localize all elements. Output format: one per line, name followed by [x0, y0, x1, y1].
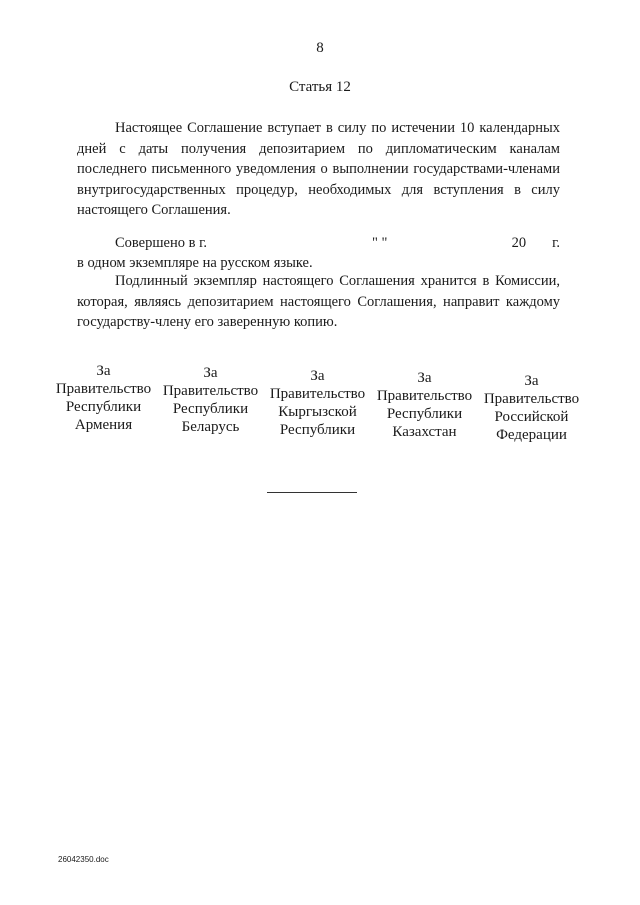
signature-for: За — [417, 370, 432, 386]
signature-block — [50, 362, 585, 462]
footer-file-name: 26042350.doc — [58, 855, 109, 864]
signature-government: Правительство — [269, 386, 366, 402]
signature-for: За — [96, 363, 111, 379]
end-divider — [267, 492, 357, 493]
signature-country-line: Кыргызской — [278, 404, 357, 420]
signature-for: За — [524, 373, 539, 389]
signature-country-line: Российской — [494, 409, 569, 425]
signature-kazakhstan — [371, 369, 478, 441]
signature-russia — [478, 372, 585, 444]
signature-kyrgyzstan — [264, 367, 371, 439]
signature-government: Правительство — [483, 391, 580, 407]
signature-government: Правительство — [55, 381, 152, 397]
year-prefix: 20 — [511, 235, 527, 251]
signature-belarus — [157, 364, 264, 436]
article-title: Статья 12 — [289, 79, 351, 95]
signature-country-line: Казахстан — [392, 424, 457, 440]
signature-country-line: Армения — [74, 417, 133, 433]
date-quotes: " " — [372, 235, 388, 251]
year-field — [512, 233, 560, 254]
signature-for: За — [203, 365, 218, 381]
signature-country-line: Республики — [172, 401, 249, 417]
year-suffix: г. — [552, 235, 560, 251]
paragraph-original-copy: Подлинный экземпляр настоящего Соглашения хранится в Комиссии, которая, являясь депозитарием настоящего Соглашения, направит каждому государству-члену его заверенную копию. — [77, 273, 560, 330]
page-number: 8 — [316, 40, 324, 56]
signature-government: Правительство — [162, 383, 259, 399]
signature-country-line: Республики — [65, 399, 142, 415]
signature-country-line: Федерации — [496, 427, 567, 443]
signature-government: Правительство — [376, 388, 473, 404]
signature-armenia — [50, 362, 157, 434]
signature-country-line: Беларусь — [181, 419, 240, 435]
signature-country-line: Республики — [279, 422, 356, 438]
signature-for: За — [310, 368, 325, 384]
language-line: в одном экземпляре на русском языке. — [77, 255, 313, 271]
done-at-text: Совершено в г. — [115, 235, 208, 251]
signature-country-line: Республики — [386, 406, 463, 422]
paragraph-entry-into-force: Настоящее Соглашение вступает в силу по истечении 10 календарных дней с даты получения депозитарием по дипломатическим каналам последнего письменного уведомления о выполнении государствами-членами внутригосударственных процедур, необходимых для вступления в силу настоящего Соглашения. — [77, 120, 560, 218]
